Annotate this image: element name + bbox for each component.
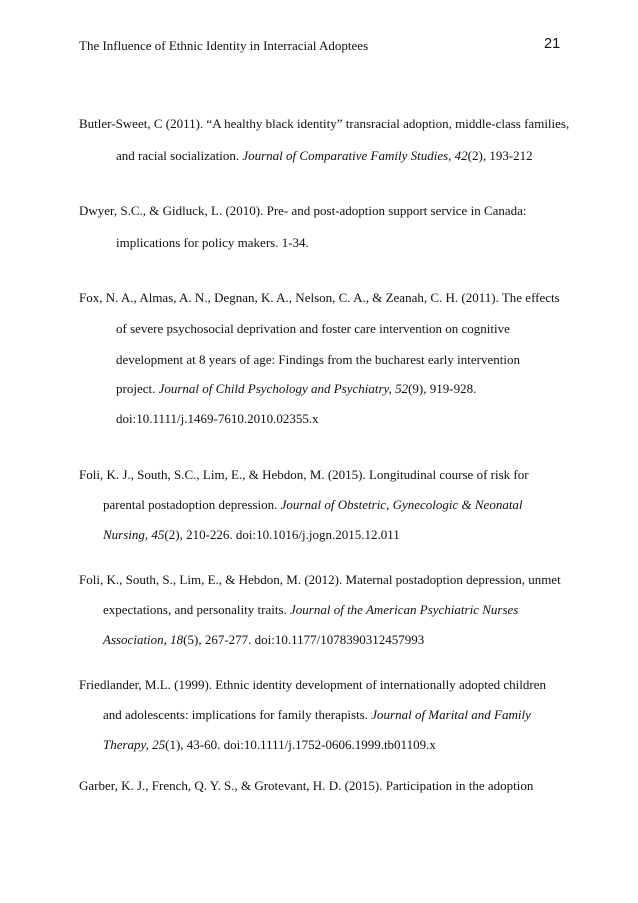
ref-6-line-1 [79, 676, 546, 694]
journal-title: Association, 18 [103, 632, 184, 647]
text-run: (9), 919-928. [408, 381, 477, 396]
ref-3-line-2 [116, 320, 510, 338]
text-run: (5), 267-277. doi:10.1177/1078390312457993 [183, 632, 425, 647]
text-run: and racial socialization. [116, 148, 243, 163]
ref-5-line-2 [103, 601, 518, 619]
ref-5-line-3 [103, 631, 424, 649]
ref-7-line-1 [79, 777, 533, 795]
journal-title: Journal of Obstetric, Gynecologic & Neonatal [280, 497, 523, 512]
ref-6-line-2 [103, 706, 531, 724]
text-run: Foli, K. J., South, S.C., Lim, E., & Hebdon, M. (2015). Longitudinal course of risk for [79, 467, 529, 482]
ref-4-line-1 [79, 466, 529, 484]
text-run: (1), 43-60. doi:10.1111/j.1752-0606.1999.tb01109.x [165, 737, 436, 752]
text-run: Friedlander, M.L. (1999). Ethnic identity development of internationally adopted children [79, 677, 546, 692]
text-run: development at 8 years of age: Findings from the bucharest early intervention [116, 352, 520, 367]
ref-1-line-2 [116, 147, 533, 165]
text-run: project. [116, 381, 159, 396]
journal-title: Journal of the American Psychiatric Nurses [290, 602, 519, 617]
journal-title: Therapy, 25 [103, 737, 166, 752]
text-run: doi:10.1111/j.1469-7610.2010.02355.x [116, 411, 319, 426]
text-run: parental postadoption depression. [103, 497, 281, 512]
text-run: (2), 193-212 [467, 148, 533, 163]
ref-6-line-3 [103, 736, 436, 754]
text-run: Foli, K., South, S., Lim, E., & Hebdon, M. (2012). Maternal postadoption depression, unmet [79, 572, 561, 587]
journal-title: Journal of Child Psychology and Psychiatry, 52 [158, 381, 409, 396]
text-run: Butler-Sweet, C (2011). “A healthy black identity” transracial adoption, middle-class families, [79, 116, 570, 131]
text-run: (2), 210-226. doi:10.1016/j.jogn.2015.12.011 [164, 527, 400, 542]
text-run: Dwyer, S.C., & Gidluck, L. (2010). Pre- and post-adoption support service in Canada: [79, 203, 527, 218]
text-run: expectations, and personality traits. [103, 602, 291, 617]
ref-5-line-1 [79, 571, 561, 589]
ref-4-line-2 [103, 496, 523, 514]
text-run: of severe psychosocial deprivation and foster care intervention on cognitive [116, 321, 510, 336]
page-number: 21 [544, 36, 561, 52]
journal-title: Journal of Comparative Family Studies, 42 [242, 148, 468, 163]
text-run: Garber, K. J., French, Q. Y. S., & Grotevant, H. D. (2015). Participation in the adoption [79, 778, 534, 793]
ref-3-line-5 [116, 410, 319, 428]
running-head: The Influence of Ethnic Identity in Interracial Adoptees [79, 38, 369, 53]
text-run: Fox, N. A., Almas, A. N., Degnan, K. A., Nelson, C. A., & Zeanah, C. H. (2011). The effects [79, 290, 560, 305]
text-run: and adolescents: implications for family therapists. [103, 707, 372, 722]
ref-3-line-3 [116, 351, 520, 369]
ref-3-line-1 [79, 289, 560, 307]
ref-4-line-3 [103, 526, 400, 544]
ref-2-line-2 [116, 234, 309, 252]
journal-title: Nursing, 45 [103, 527, 165, 542]
ref-2-line-1 [79, 202, 527, 220]
text-run: implications for policy makers. 1-34. [116, 235, 309, 250]
journal-title: Journal of Marital and Family [371, 707, 531, 722]
ref-3-line-4 [116, 380, 476, 398]
ref-1-line-1 [79, 115, 569, 133]
